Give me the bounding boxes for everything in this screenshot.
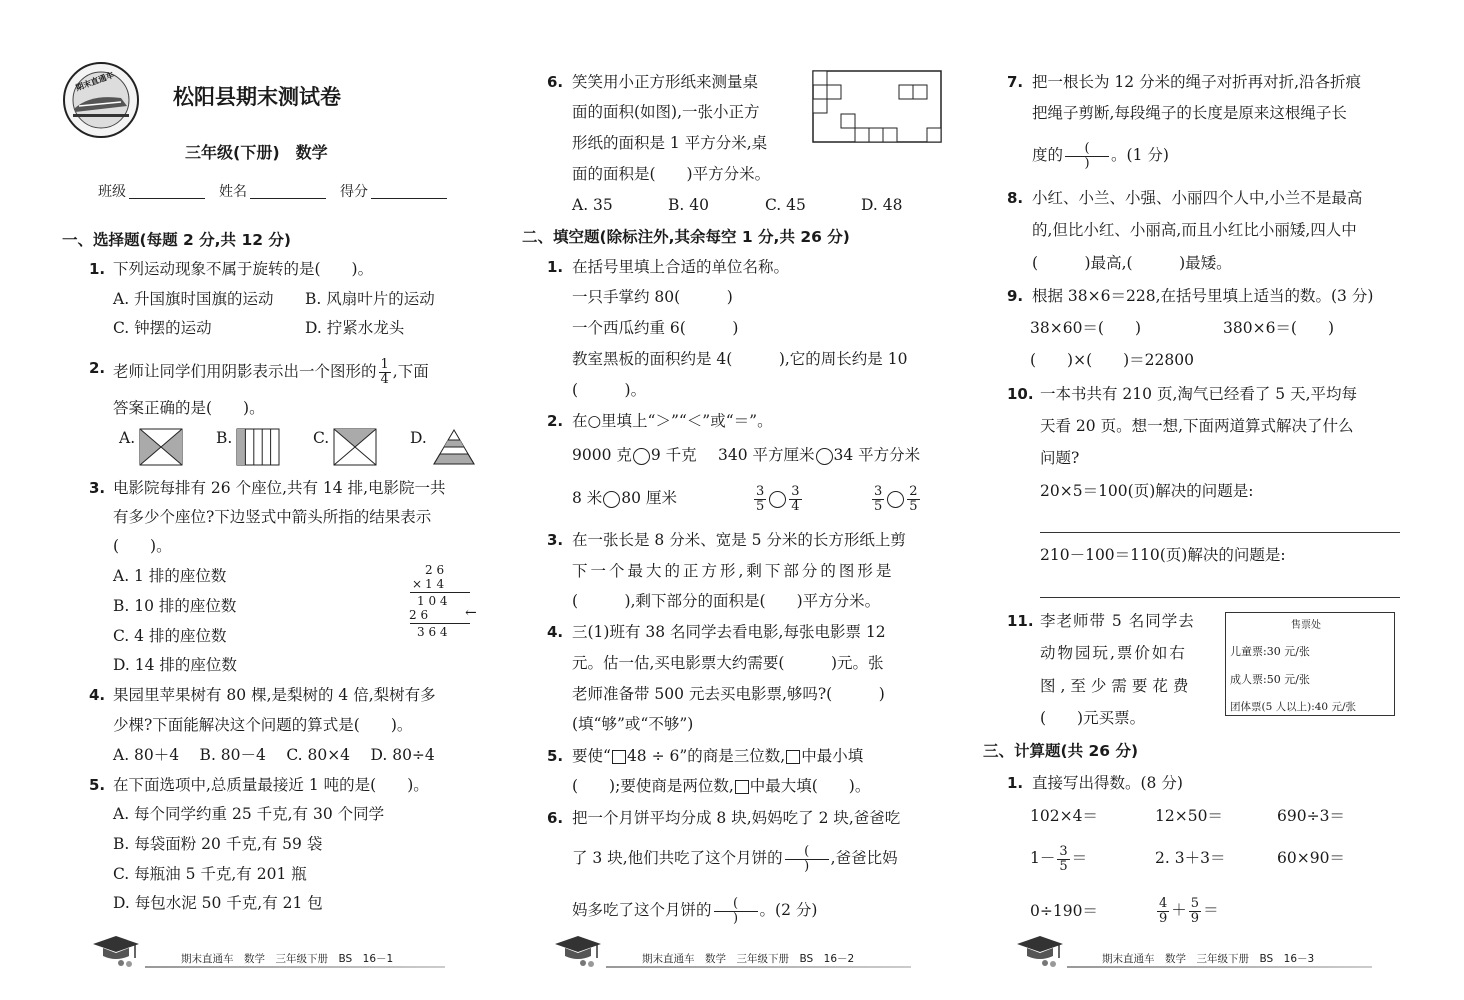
- question-number: 9.: [1007, 287, 1024, 305]
- arrow-left-icon: ←: [465, 605, 477, 621]
- question-stem: 有多少个座位?下边竖式中箭头所指的结果表示: [113, 508, 432, 526]
- fill-line[interactable]: 元。估一估,买电影票大约需要( )元。张: [572, 654, 884, 672]
- option-d[interactable]: D. 每包水泥 50 千克,有 21 包: [113, 894, 323, 912]
- question-stem: 老师让同学们用阴影表示出一个图形的 $\frac{1}{4}$ ,下面: [113, 357, 429, 387]
- compare-item[interactable]: 8 米 80 厘米: [572, 489, 677, 507]
- option-a-figure[interactable]: [139, 428, 183, 466]
- calc-item[interactable]: 2. 3＋3＝: [1155, 849, 1226, 867]
- logo-text: 期末直通车: [74, 70, 116, 93]
- calc-item[interactable]: 102×4＝: [1030, 807, 1098, 825]
- question-stem: 形纸的面积是 1 平方分米,桌: [572, 134, 768, 152]
- question-stem: 天看 20 页。想一想,下面两道算式解决了什么: [1040, 417, 1354, 435]
- option-c[interactable]: C. 45: [765, 196, 806, 214]
- compare-circle[interactable]: [633, 448, 650, 465]
- question-stem: 在一张长是 8 分米、宽是 5 分米的长方形纸上剪: [572, 531, 906, 549]
- fill-line[interactable]: 380×6＝( ): [1223, 319, 1335, 337]
- compare-item[interactable]: 340 平方厘米 34 平方分米: [718, 446, 921, 464]
- blank-square[interactable]: [612, 750, 626, 764]
- option-c[interactable]: C.: [313, 429, 330, 447]
- question-stem: 把绳子剪断,每段绳子的长度是原来这根绳子长: [1032, 104, 1347, 122]
- option-d[interactable]: D.: [410, 429, 427, 447]
- fill-line[interactable]: ( );要使商是两位数, 中最大填( )。: [572, 777, 871, 795]
- question-number: 4.: [89, 686, 106, 704]
- fill-line[interactable]: 了 3 块,他们共吃了这个月饼的 $\frac{(}{)}$ ,爸爸比妈: [572, 843, 898, 874]
- option-d[interactable]: D. 48: [861, 196, 903, 214]
- question-stem: 答案正确的是( )。: [113, 399, 265, 417]
- question-stem: 果园里苹果树有 80 棵,是梨树的 4 倍,梨树有多: [113, 686, 436, 704]
- fill-line[interactable]: 38×60＝( ): [1030, 319, 1142, 337]
- question-stem: 电影院每排有 26 个座位,共有 14 排,电影院一共: [113, 479, 446, 497]
- section-title: 二、填空题(除标注外,其余每空 1 分,共 26 分): [522, 228, 850, 246]
- graduation-cap-icon: [91, 934, 141, 968]
- fill-line[interactable]: 老师准备带 500 元去买电影票,够吗?( ): [572, 685, 885, 703]
- fill-line[interactable]: 妈多吃了这个月饼的 $\frac{(}{)}$ 。(2 分): [572, 895, 818, 926]
- question-stem: 问题?: [1040, 449, 1080, 467]
- compare-item[interactable]: 9000 克 9 千克: [572, 446, 697, 464]
- question-stem: 210－100＝110(页)解决的问题是:: [1040, 546, 1286, 564]
- name-input[interactable]: [250, 198, 326, 199]
- fill-line[interactable]: ( )最高,( )最矮。: [1032, 254, 1232, 272]
- footer-line: [145, 966, 445, 968]
- graduation-cap-icon: [1015, 934, 1065, 968]
- fill-line[interactable]: ( ),剩下部分的面积是( )平方分米。: [572, 592, 881, 610]
- question-stem: 在下面选项中,总质量最接近 1 吨的是( )。: [113, 776, 429, 794]
- class-label: 班级: [98, 184, 126, 200]
- calc-item[interactable]: $\frac{4}{9}$ ＋ $\frac{5}{9}$ ＝: [1159, 895, 1219, 926]
- question-stem: 李老师带 5 名同学去: [1040, 612, 1195, 630]
- option-a[interactable]: A. 每个同学约重 25 千克,有 30 个同学: [113, 805, 385, 823]
- question-number: 7.: [1007, 73, 1024, 91]
- option-d[interactable]: D. 14 排的座位数: [113, 656, 237, 674]
- question-number: 4.: [547, 623, 564, 641]
- option-d-figure[interactable]: [432, 428, 476, 466]
- question-stem: 下列运动现象不属于旋转的是( )。: [113, 260, 374, 278]
- footer-line: [606, 966, 911, 968]
- desk-grid-figure: [812, 70, 944, 144]
- question-stem: 把一个月饼平均分成 8 块,妈妈吃了 2 块,爸爸吃: [572, 809, 901, 827]
- option-a[interactable]: A. 升国旗时国旗的运动: [113, 290, 274, 308]
- question-stem: 笑笑用小正方形纸来测量桌: [572, 73, 759, 91]
- footer-line: [1067, 966, 1372, 968]
- question-number: 2.: [89, 359, 106, 377]
- calc-item[interactable]: 690÷3＝: [1277, 807, 1345, 825]
- calc-item[interactable]: 60×90＝: [1277, 849, 1345, 867]
- question-stem: 根据 38×6＝228,在括号里填上适当的数。(3 分): [1032, 287, 1374, 305]
- compare-item[interactable]: $\frac{3}{5}$ $\frac{3}{4}$: [756, 483, 800, 514]
- option-c[interactable]: C. 钟摆的运动: [113, 319, 212, 337]
- compare-circle[interactable]: [769, 491, 786, 508]
- question-stem: 在括号里填上合适的单位名称。: [572, 258, 790, 276]
- question-stem: 在○里填上“＞”“＜”或“＝”。: [572, 412, 773, 430]
- question-stem: 少棵?下面能解决这个问题的算式是( )。: [113, 716, 413, 734]
- question-stem: 三(1)班有 38 名同学去看电影,每张电影票 12: [572, 623, 886, 641]
- question-number: 3.: [547, 531, 564, 549]
- page-footer: 期末直通车 数学 三年级下册 BS 16－2: [642, 953, 855, 965]
- fill-line[interactable]: ( )×( )＝22800: [1030, 351, 1194, 369]
- fill-line[interactable]: 度的 $\frac{(}{)}$ 。(1 分): [1032, 140, 1169, 171]
- question-number: 3.: [89, 479, 106, 497]
- question-number: 10.: [1007, 385, 1034, 403]
- calc-item[interactable]: 1－ $\frac{3}{5}$ ＝: [1030, 843, 1088, 874]
- option-a[interactable]: A. 35: [572, 196, 613, 214]
- question-number: 1.: [547, 258, 564, 276]
- score-label: 得分: [340, 184, 368, 200]
- ticket-group: 团体票(5 人以上):40 元/张: [1230, 701, 1356, 713]
- page-2: [520, 0, 950, 1000]
- question-number: 6.: [547, 73, 564, 91]
- fraction-blank[interactable]: $\frac{(}{)}$: [714, 897, 758, 926]
- ticket-child: 儿童票:30 元/张: [1230, 645, 1310, 658]
- page-3: [985, 0, 1415, 1000]
- question-number: 1.: [89, 260, 106, 278]
- option-b[interactable]: B. 10 排的座位数: [113, 597, 237, 615]
- class-input[interactable]: [129, 198, 205, 199]
- question-stem: 的,但比小红、小丽高,而且小红比小丽矮,四人中: [1032, 221, 1357, 239]
- compare-item[interactable]: $\frac{3}{5}$ $\frac{2}{5}$: [874, 483, 918, 514]
- question-stem: 一本书共有 210 页,淘气已经看了 5 天,平均每: [1040, 385, 1358, 403]
- option-b[interactable]: B. 40: [668, 196, 709, 214]
- question-stem: 面的面积是( )平方分米。: [572, 165, 771, 183]
- option-a[interactable]: A.: [119, 429, 136, 447]
- compare-circle[interactable]: [603, 491, 620, 508]
- page-1: 期末直通车 松阳县期末测试卷 三年级(下册) 数学 班级 姓名 得分 一、选择题(每题 2 分,共 12 分) 1. 下列运动现象不属于旋转的是( )。 A. 升国旗时国旗的运动 B. 风扇叶片的运动 C. 钟摆的运动 D. 拧紧水龙头 2. 老师让同学们用阴影表示出一个图形的 $\frac{1}{4}$ ,下面 答案正确的是( )。 A. B. C. D. 3. 电影院每排有 26 个座位,共有 14 排,电影院一共 有多少个座位?下边竖式中箭头所指的结果表示 ( )。 A. 1 排的座位数 B. 10 排的座位数 C. 4 排的座位数 D. 14 排的座位数 2 6 × 1 4 1 0 4 2 6 ← 3 6 4 4. 果园里苹果树有 80 棵,是梨树的 4 倍,梨树有多 少棵?下面能解决这个问题的算式是( )。 A. 80＋4 B. 80－4 C. 80×4 D. 80÷4 5. 在下面选项中,总质量最接近 1 吨的是( )。 A. 每个同学约重 25 千克,有 30 个同学 B. 每袋面粉 20 千克,有 59 袋 C. 每瓶油 5 千克,有 201 瓶 D. 每包水泥 50 千克,有 21 包 期末直通车 数学 三年级下册 BS 16－1: [55, 0, 495, 1000]
- question-number: 5.: [547, 747, 564, 765]
- question-stem: 小红、小兰、小强、小丽四个人中,小兰不是最高: [1032, 189, 1363, 207]
- blank-square[interactable]: [735, 780, 749, 794]
- option-b-figure[interactable]: [236, 428, 280, 466]
- compare-circle[interactable]: [887, 491, 904, 508]
- question-stem: 下一个最大的正方形,剩下部分的图形是: [572, 562, 895, 580]
- option-a[interactable]: A. 1 排的座位数: [113, 567, 227, 585]
- question-number: 1.: [1007, 774, 1024, 792]
- calc-item[interactable]: 12×50＝: [1155, 807, 1223, 825]
- question-stem: 图,至少需要花费: [1040, 677, 1194, 695]
- option-c[interactable]: C. 每瓶油 5 千克,有 201 瓶: [113, 865, 307, 883]
- option-c[interactable]: C. 4 排的座位数: [113, 627, 227, 645]
- options-row[interactable]: A. 80＋4 B. 80－4 C. 80×4 D. 80÷4: [113, 746, 435, 764]
- graduation-cap-icon: [553, 934, 603, 968]
- page-footer: 期末直通车 数学 三年级下册 BS 16－1: [181, 953, 394, 965]
- question-stem: (填“够”或“不够”): [572, 715, 694, 733]
- fraction: $\frac{1}{4}$: [380, 357, 389, 387]
- option-b[interactable]: B. 风扇叶片的运动: [305, 290, 435, 308]
- subtitle: 三年级(下册) 数学: [185, 143, 328, 162]
- question-stem: 20×5＝100(页)解决的问题是:: [1040, 482, 1254, 500]
- question-stem: ( )。: [113, 537, 172, 555]
- calc-item[interactable]: 0÷190＝: [1030, 902, 1098, 920]
- compare-circle[interactable]: [816, 448, 833, 465]
- page-footer: 期末直通车 数学 三年级下册 BS 16－3: [1102, 953, 1315, 965]
- question-stem: 动物园玩,票价如右: [1040, 644, 1187, 662]
- option-c-figure[interactable]: [333, 428, 377, 466]
- fill-line[interactable]: 一个西瓜约重 6( ): [572, 319, 739, 337]
- option-b[interactable]: B. 每袋面粉 20 千克,有 59 袋: [113, 835, 323, 853]
- fill-line[interactable]: ( )。: [572, 381, 647, 399]
- fill-line[interactable]: 教室黑板的面积约是 4( ),它的周长约是 10: [572, 350, 908, 368]
- section-title: 三、计算题(共 26 分): [983, 742, 1139, 760]
- fraction-blank[interactable]: $\frac{(}{)}$: [1065, 142, 1109, 171]
- blank-square[interactable]: [786, 750, 800, 764]
- question-stem: 把一根长为 12 分米的绳子对折再对折,沿各折痕: [1032, 73, 1362, 91]
- answer-line[interactable]: [1040, 597, 1400, 598]
- option-b[interactable]: B.: [216, 429, 233, 447]
- score-input[interactable]: [371, 198, 447, 199]
- question-number: 5.: [89, 776, 106, 794]
- question-stem: 要使“ 48 ÷ 6”的商是三位数, 中最小填: [572, 747, 864, 765]
- question-number: 2.: [547, 412, 564, 430]
- ticket-price-board: [1225, 612, 1395, 716]
- ticket-title: 售票处: [1291, 620, 1321, 631]
- fraction-blank[interactable]: $\frac{(}{)}$: [785, 845, 829, 874]
- question-stem: 面的面积(如图),一张小正方: [572, 103, 760, 121]
- question-number: 6.: [547, 809, 564, 827]
- answer-line[interactable]: [1040, 532, 1400, 533]
- fill-line[interactable]: ( )元买票。: [1040, 709, 1146, 727]
- ticket-adult: 成人票:50 元/张: [1230, 673, 1310, 686]
- question-stem: 直接写出得数。(8 分): [1032, 774, 1183, 792]
- question-number: 11.: [1007, 612, 1034, 630]
- question-number: 8.: [1007, 189, 1024, 207]
- name-label: 姓名: [219, 184, 247, 200]
- option-d[interactable]: D. 拧紧水龙头: [305, 319, 405, 337]
- section-title: 一、选择题(每题 2 分,共 12 分): [62, 231, 291, 249]
- fill-line[interactable]: 一只手掌约 80( ): [572, 288, 733, 306]
- page-title: 松阳县期末测试卷: [173, 85, 341, 109]
